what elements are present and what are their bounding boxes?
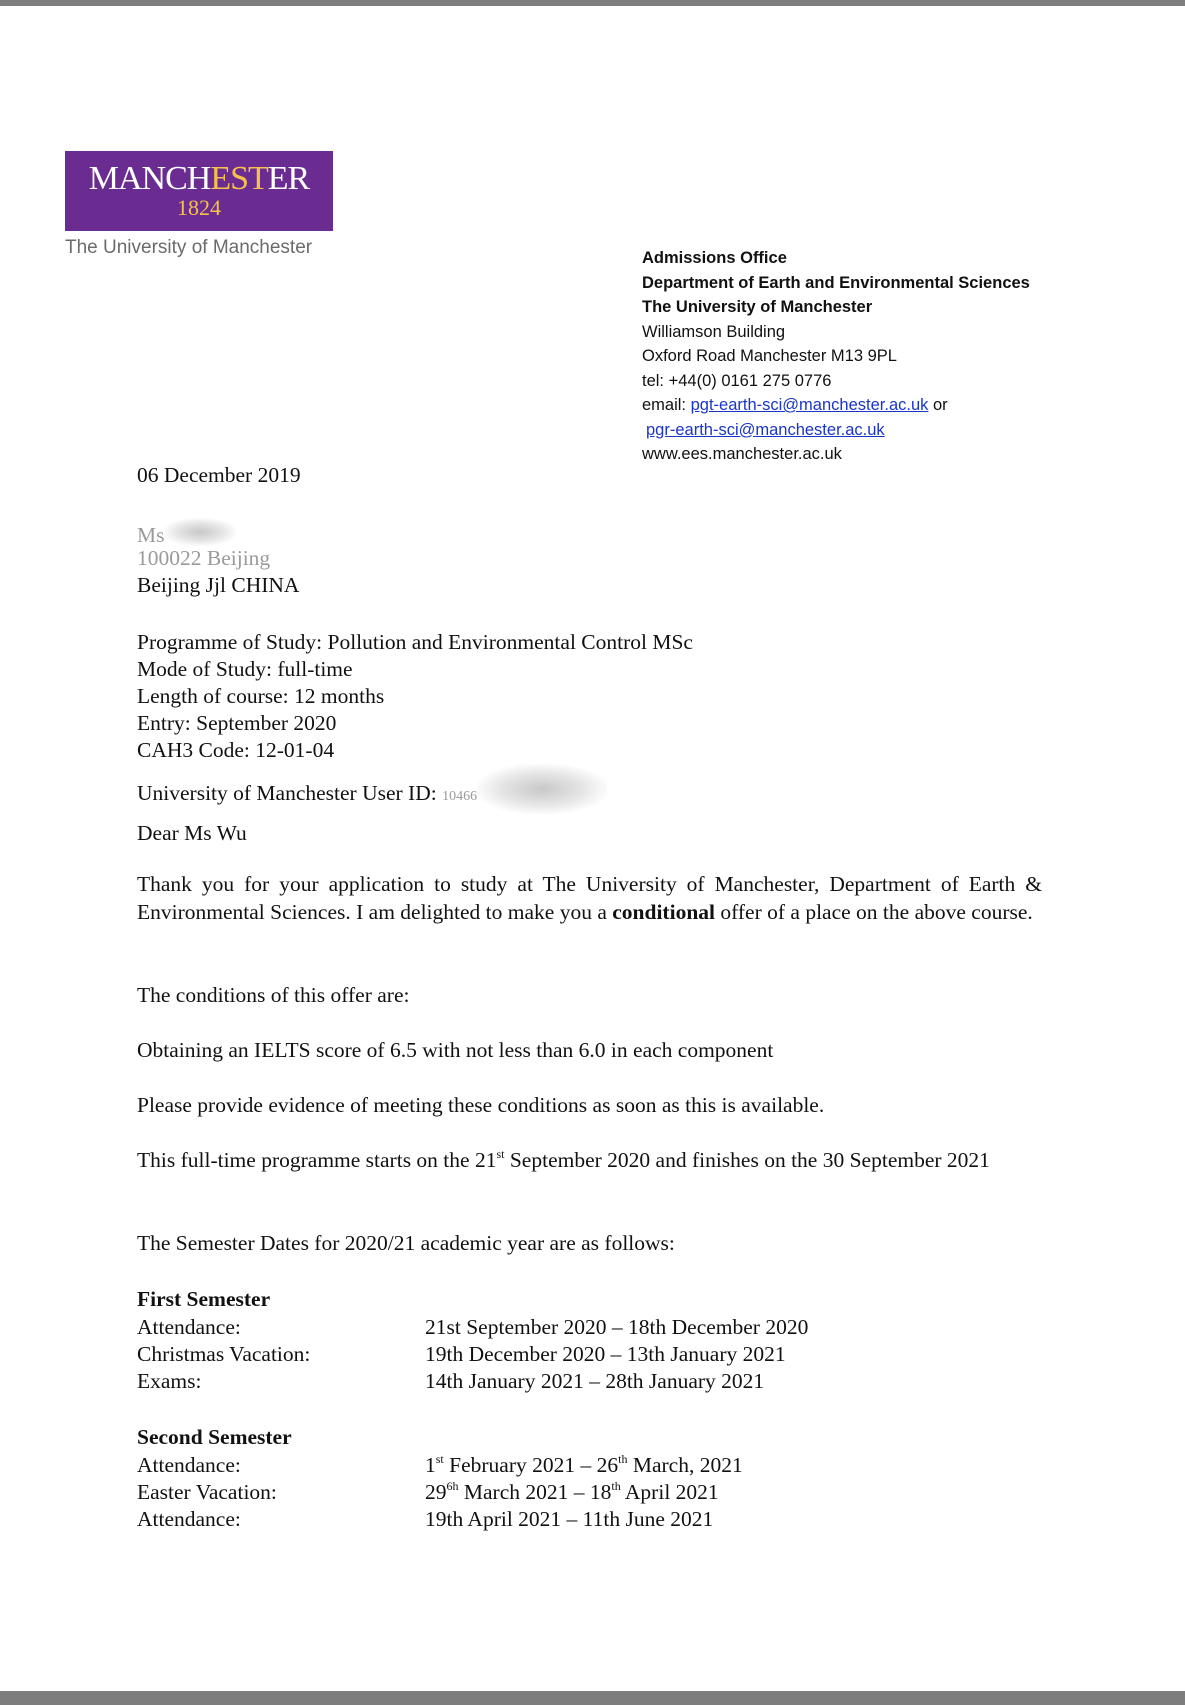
course-length: Length of course: 12 months bbox=[137, 684, 385, 708]
recipient-city: Beijing Jjl CHINA bbox=[137, 573, 300, 597]
first-semester-row: Exams: 14th January 2021 – 28th January 2021 bbox=[137, 1369, 765, 1393]
cah3-code: CAH3 Code: 12-01-04 bbox=[137, 738, 335, 762]
email-link-pgr[interactable]: pgr-earth-sci@manchester.ac.uk bbox=[646, 420, 885, 439]
top-edge bbox=[0, 0, 1185, 6]
address-department: Department of Earth and Environmental Sciences bbox=[642, 273, 1030, 292]
email-link-pgt[interactable]: pgt-earth-sci@manchester.ac.uk bbox=[690, 396, 929, 414]
offer-condition: Obtaining an IELTS score of 6.5 with not less than 6.0 in each component bbox=[137, 1038, 774, 1062]
address-email-line: email: pgt-earth-sci@manchester.ac.uk or bbox=[642, 396, 948, 414]
sender-address bbox=[642, 246, 1162, 467]
first-semester-row: Attendance: 21st September 2020 – 18th December 2020 bbox=[137, 1315, 809, 1339]
logo-wordmark: MANCHESTER bbox=[88, 160, 310, 197]
programme-of-study: Programme of Study: Pollution and Environmental Control MSc bbox=[137, 630, 693, 654]
second-semester-row: Easter Vacation: $29^{6h}$ March 2021 – 18th April 2021 bbox=[137, 1479, 719, 1504]
user-id: University of Manchester User ID: 10466 bbox=[137, 764, 607, 814]
address-office: Admissions Office bbox=[642, 249, 787, 267]
entry-date: Entry: September 2020 bbox=[137, 711, 337, 735]
mode-of-study: Mode of Study: full-time bbox=[137, 657, 353, 681]
evidence-note: Please provide evidence of meeting these conditions as soon as this is available. bbox=[137, 1093, 825, 1117]
second-semester-row: Attendance: 1st February 2021 – 26th March, 2021 bbox=[137, 1452, 743, 1477]
logo-year: 1824 bbox=[177, 195, 221, 220]
recipient-postcode: 100022 Beijing bbox=[137, 546, 271, 570]
second-semester-heading: Second Semester bbox=[137, 1425, 292, 1449]
university-logo bbox=[65, 151, 333, 231]
semester-intro: The Semester Dates for 2020/21 academic year are as follows: bbox=[137, 1231, 675, 1255]
address-tel: tel: +44(0) 0161 275 0776 bbox=[642, 371, 832, 390]
address-street: Oxford Road Manchester M13 9PL bbox=[642, 347, 897, 365]
programme-dates: This full-time programme starts on the 21st September 2020 and finishes on the 30 September 2021 bbox=[137, 1147, 990, 1172]
first-semester-row: Christmas Vacation: 19th December 2020 – 13th January 2021 bbox=[137, 1342, 786, 1366]
address-building: Williamson Building bbox=[642, 322, 786, 341]
intro-paragraph: Thank you for your application to study at The University of Manchester, Department of Earth & Environmental Sciences. I am delighted to make you a conditional offer of a place on the above course. bbox=[137, 872, 1042, 924]
letter-date: 06 December 2019 bbox=[137, 463, 301, 487]
address-university: The University of Manchester bbox=[642, 298, 873, 316]
second-semester-row: Attendance: 19th April 2021 – 11th June 2021 bbox=[137, 1507, 714, 1531]
redacted-user-id bbox=[477, 764, 607, 814]
user-id-partial: 10466 bbox=[442, 789, 478, 804]
bottom-edge bbox=[0, 1691, 1185, 1705]
recipient-name: Ms bbox=[137, 518, 236, 549]
redacted-name bbox=[164, 518, 236, 546]
logo-caption: The University of Manchester bbox=[65, 237, 313, 258]
salutation: Dear Ms Wu bbox=[137, 821, 247, 845]
address-website: www.ees.manchester.ac.uk bbox=[642, 445, 842, 463]
first-semester-heading: First Semester bbox=[137, 1287, 271, 1311]
address-email-line-2 bbox=[642, 418, 1162, 443]
conditions-intro: The conditions of this offer are: bbox=[137, 983, 410, 1007]
